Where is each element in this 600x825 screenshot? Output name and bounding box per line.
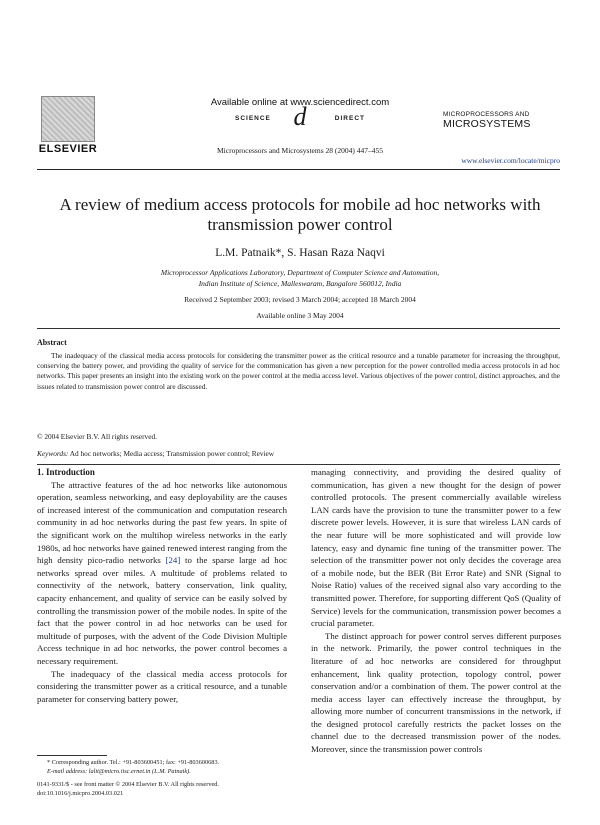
footnote — [37, 759, 287, 777]
issn-block — [37, 780, 337, 798]
right-paragraph-2: The distinct approach for power control serves different purposes in the network. Primarily, the power control techniques in the literature of ad hoc networks are considered for throughput enhancement, link quality protection, topology control, power conservation and/or a combination of them. The power control at the media access layer can effectively increase the throughput, by allowing more number of concurrent transmissions in the network, if the designed protocol carefully restricts the packet losses on the channel due to the decreased transmission power of the nodes. Moreover, since the transmission power controls — [311, 630, 561, 755]
sd-at-d-icon: d — [293, 102, 307, 131]
received-dates: Received 2 September 2003; revised 3 March 2004; accepted 18 March 2004 — [184, 295, 416, 304]
left-column — [37, 466, 287, 705]
article-authors: L.M. Patnaik*, S. Hasan Raza Naqvi — [215, 247, 385, 259]
available-online-text: Available online at www.sciencedirect.com — [210, 97, 390, 108]
section-heading: 1. Introduction — [37, 467, 95, 477]
citation-link[interactable]: [24] — [165, 555, 181, 566]
doi-line: doi:10.1016/j.micpro.2004.03.021 — [37, 790, 124, 797]
abstract-top-divider — [37, 328, 560, 329]
publisher-name: ELSEVIER — [38, 143, 98, 155]
online-date: Available online 3 May 2004 — [256, 311, 344, 320]
affiliation-line-2: Indian Institute of Science, Malleswaram, Bangalore 560012, India — [198, 278, 402, 288]
keywords-list: Ad hoc networks; Media access; Transmission power control; Review — [69, 449, 275, 458]
affiliation-line-1: Microprocessor Applications Laboratory, Department of Computer Science and Automation, — [160, 268, 440, 277]
left-paragraph-2: The inadequacy of the classical media access protocols for considering the transmitter power as a critical resource, and a tunable parameter for conserving battery power, — [37, 668, 287, 704]
left-paragraph-1 — [37, 479, 287, 668]
elsevier-logo — [37, 96, 99, 156]
issn-line: 0141-9331/$ - see front matter © 2004 Elsevier B.V. All rights reserved. — [37, 781, 219, 788]
sd-direct-word: DIRECT — [334, 115, 365, 122]
journal-reference: Microprocessors and Microsystems 28 (2004) 447–455 — [216, 146, 384, 155]
keywords-bottom-divider — [37, 464, 560, 465]
abstract-copyright: © 2004 Elsevier B.V. All rights reserved. — [37, 432, 157, 441]
journal-logo-top: MICROPROCESSORS AND — [443, 111, 530, 118]
left-p1-text-a: The attractive features of the ad hoc networks like autonomous operation, seamless networking, and easy deployability are the causes of increased interest of the communication and computation research community in ad hoc networks during the past few years. In spite of the significant work on the multihop wireless networks in the early 1980s, ad hoc networks have gained renewed interest ranging from the high density pico-radio networks — [37, 479, 287, 566]
right-paragraph-1: managing connectivity, and providing the desired quality of communication, has given a new thought for the design of power controlled protocols. The present commercially available wireless LAN cards have the provision to tune the transmitter power to a few discrete power levels. However, it is sure that wireless LAN cards of the near future will be more sophisticated and will provide low latency, easy and dynamic fine tuning of the transmitter power. The selection of the transmitter power not only decides the coverage area of a mobile node, but the BER (Bit Error Rate) and SNR (Signal to Noise Ratio) values of the received signal also vary according to the transmitted power. Therefore, for supporting different QoS (Quality of Service) levels for the communication, transmission power becomes a crucial parameter. — [311, 467, 561, 629]
footnote-divider — [37, 755, 107, 756]
footnote-email: E-mail address: lalit@micro.iisc.ernet.in (L.M. Patnaik). — [47, 767, 191, 775]
elsevier-tree-icon — [41, 96, 95, 142]
header-divider — [37, 169, 560, 170]
keywords-label: Keywords: — [37, 449, 69, 458]
left-p1-text-b: to the sparse large ad hoc networks spread over miles. A multitude of problems related to connectivity of the network, battery conservation, link quality, capacity enhancement, and quality of service can be easily solved by controlling the transmission power of the mobile nodes. In spite of the fact that the power control in ad hoc networks can be used for multitude of purposes, with the advent of the Code Division Multiple Access technique in ad hoc networks, the power control becomes a necessary requirement. — [37, 555, 287, 666]
sciencedirect-logo — [235, 102, 365, 132]
author-affiliation — [100, 268, 500, 289]
abstract-heading: Abstract — [37, 338, 67, 347]
abstract-text: The inadequacy of the classical media access protocols for considering the transmitter power as the critical resource and a tunable parameter for increasing the throughput, conserving the battery power, and providing the quality of service for the communication has given a new perception for the power controlled media access protocols in ad hoc networks. This paper presents an insight into the existing work on the power control at the media access level. Various objectives of the power control, distinct approaches, and the issues related to transmission power control are discussed. — [37, 351, 560, 391]
keywords — [37, 449, 560, 458]
sd-science-word: SCIENCE — [235, 115, 271, 122]
journal-logo-bottom: MICROSYSTEMS — [443, 118, 531, 130]
right-column — [311, 466, 561, 756]
article-title: A review of medium access protocols for mobile ad hoc networks with transmission power control — [59, 195, 541, 234]
journal-url-link[interactable]: www.elsevier.com/locate/micpro — [461, 156, 560, 165]
footnote-corresponding: * Corresponding author. Tel.: +91-803600451; fax: +91-803600683. — [47, 759, 220, 766]
journal-logo — [443, 111, 553, 130]
